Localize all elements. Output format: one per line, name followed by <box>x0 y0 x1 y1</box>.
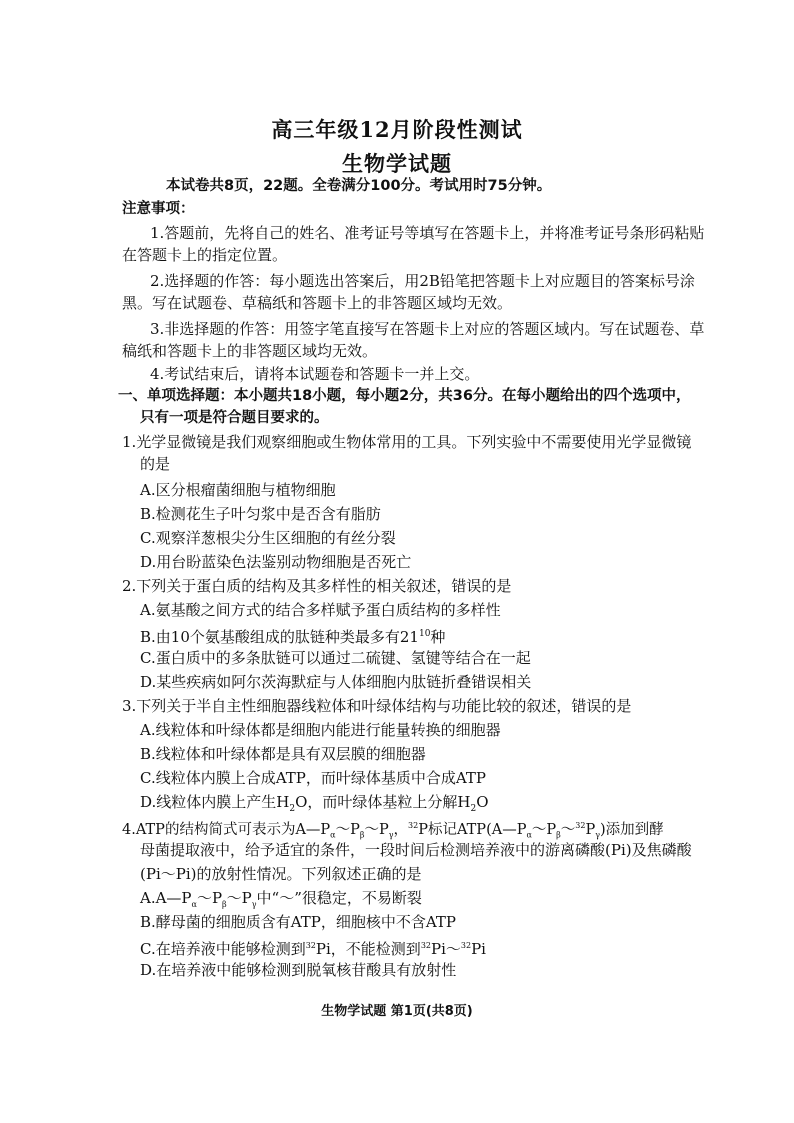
q3-option-b: B.线粒体和叶绿体都是具有双层膜的细胞器 <box>140 745 426 763</box>
q2-option-a: A.氨基酸之间方式的结合多样赋予蛋白质结构的多样性 <box>140 601 501 619</box>
q2-stem: 2.下列关于蛋白质的结构及其多样性的相关叙述，错误的是 <box>122 577 512 595</box>
q2-option-b-text: B.由10个氨基酸组成的肽链种类最多有21 <box>140 628 419 646</box>
q4-sub: γ <box>251 900 257 909</box>
q4-sub: β <box>359 830 365 840</box>
q4-sub: β <box>556 830 561 840</box>
note-1-line-1: 1.答题前，先将自己的姓名、准考证号等填写在答题卡上，并将准考证号条形码粘贴 <box>150 224 705 242</box>
q4-text: 4.ATP的结构简式可表示为A—P <box>122 821 331 838</box>
q4-option-a-text: ～P <box>196 889 223 907</box>
exam-title: 高三年级12月阶段性测试 <box>271 117 523 142</box>
q3-option-d-sub-2: 2 <box>470 804 477 814</box>
q4-text: P <box>585 821 596 838</box>
q4-sub: γ <box>595 830 600 840</box>
page-footer: 生物学试题 第1页(共8页) <box>321 1004 473 1019</box>
q4-sup: 32 <box>408 821 419 830</box>
q1-option-d: D.用台盼蓝染色法鉴别动物细胞是否死亡 <box>140 553 412 571</box>
q2-option-d: D.某些疾病如阿尔茨海默症与人体细胞内肽链折叠错误相关 <box>140 673 532 691</box>
q4-stem-line-2: 母菌提取液中，给予适宜的条件，一段时间后检测培养液中的游离磷酸(Pi)及焦磷酸 <box>140 841 692 859</box>
q2-option-c: C.蛋白质中的多条肽链可以通过二硫键、氢键等结合在一起 <box>140 649 531 667</box>
q3-option-d-text-2: O，而叶绿体基粒上分解H <box>295 793 471 811</box>
q4-text: ～P <box>364 821 389 838</box>
q3-stem: 3.下列关于半自主性细胞器线粒体和叶绿体结构与功能比较的叙述，错误的是 <box>122 697 632 715</box>
q4-option-a <box>140 888 422 915</box>
q4-stem-line-3: (Pi～Pi)的放射性情况。下列叙述正确的是 <box>140 865 422 883</box>
note-4: 4.考试结束后，请将本试题卷和答题卡一并上交。 <box>150 365 480 383</box>
q4-option-d: D.在培养液中能够检测到脱氧核苷酸具有放射性 <box>140 961 457 979</box>
q4-text: ～P <box>335 821 360 838</box>
section-1-heading-line-1: 一、单项选择题：本小题共18小题，每小题2分，共36分。在每小题给出的四个选项中， <box>118 388 691 404</box>
q4-option-b: B.酵母菌的细胞质含有ATP，细胞核中不含ATP <box>140 913 457 931</box>
q4-sup: 32 <box>575 821 586 830</box>
note-3-line-2: 稿纸和答题卡上的非答题区域均无效。 <box>122 342 378 360</box>
q3-option-d-text-3: O <box>476 793 489 811</box>
q1-option-a: A.区分根瘤菌细胞与植物细胞 <box>140 481 336 499</box>
note-2-line-2: 黑。写在试题卷、草稿纸和答题卡上的非答题区域均无效。 <box>122 294 513 312</box>
q4-text: ～ <box>560 821 576 838</box>
q3-option-a: A.线粒体和叶绿体都是细胞内能进行能量转换的细胞器 <box>140 721 501 739</box>
q1-option-b: B.检测花生子叶匀浆中是否含有脂肪 <box>140 505 381 523</box>
note-3-line-1: 3.非选择题的作答：用签字笔直接写在答题卡上对应的答题区域内。写在试题卷、草 <box>150 320 705 338</box>
q1-stem-line-2: 的是 <box>140 455 171 473</box>
q4-sub: α <box>526 830 532 840</box>
note-2-line-1: 2.选择题的作答：每小题选出答案后，用2B铅笔把答题卡上对应题目的答案标号涂 <box>150 272 695 290</box>
q4-option-c <box>140 936 486 959</box>
q4-sup: 32 <box>460 941 472 950</box>
q1-option-c: C.观察洋葱根尖分生区细胞的有丝分裂 <box>140 529 396 547</box>
q4-sub: α <box>191 900 197 909</box>
q4-sup: 32 <box>420 941 431 950</box>
q3-option-d <box>140 792 489 819</box>
q2-option-b-exponent: 10 <box>418 629 431 639</box>
q2-option-b <box>140 624 445 647</box>
notes-heading: 注意事项： <box>122 201 195 217</box>
q1-stem-line-1: 1.光学显微镜是我们观察细胞或生物体常用的工具。下列实验中不需要使用光学显微镜 <box>122 433 692 451</box>
q4-option-c-text: Pi～ <box>431 940 461 958</box>
q4-sup: 32 <box>305 941 316 950</box>
q4-text: ， <box>393 821 409 838</box>
q4-text: ～P <box>531 821 557 838</box>
exam-subtitle: 生物学试题 <box>342 151 452 176</box>
q4-option-a-text: A.A—P <box>140 889 192 907</box>
q4-option-a-text: ～P <box>226 889 252 907</box>
q2-option-b-suffix: 种 <box>430 628 446 646</box>
q4-option-c-text: Pi <box>471 940 486 958</box>
q4-text: )添加到酵 <box>599 821 664 838</box>
q3-option-d-sub-1: 2 <box>289 804 296 814</box>
q4-option-a-text: 中“～”很稳定，不易断裂 <box>256 889 422 907</box>
exam-intro: 本试卷共8页，22题。全卷满分100分。考试用时75分钟。 <box>166 178 552 194</box>
q3-option-d-text-1: D.线粒体内膜上产生H <box>140 793 290 811</box>
section-1-heading-line-2: 只有一项是符合题目要求的。 <box>140 410 329 426</box>
q4-sub: α <box>330 830 336 840</box>
q3-option-c: C.线粒体内膜上合成ATP，而叶绿体基质中合成ATP <box>140 769 486 787</box>
q4-text: P标记ATP(A—P <box>418 821 527 838</box>
q4-sub: β <box>222 900 227 909</box>
q4-option-c-text: Pi，不能检测到 <box>315 940 421 958</box>
q4-option-c-text: C.在培养液中能够检测到 <box>140 940 306 958</box>
note-1-line-2: 在答题卡上的指定位置。 <box>122 246 288 264</box>
q4-sub: γ <box>388 830 394 840</box>
